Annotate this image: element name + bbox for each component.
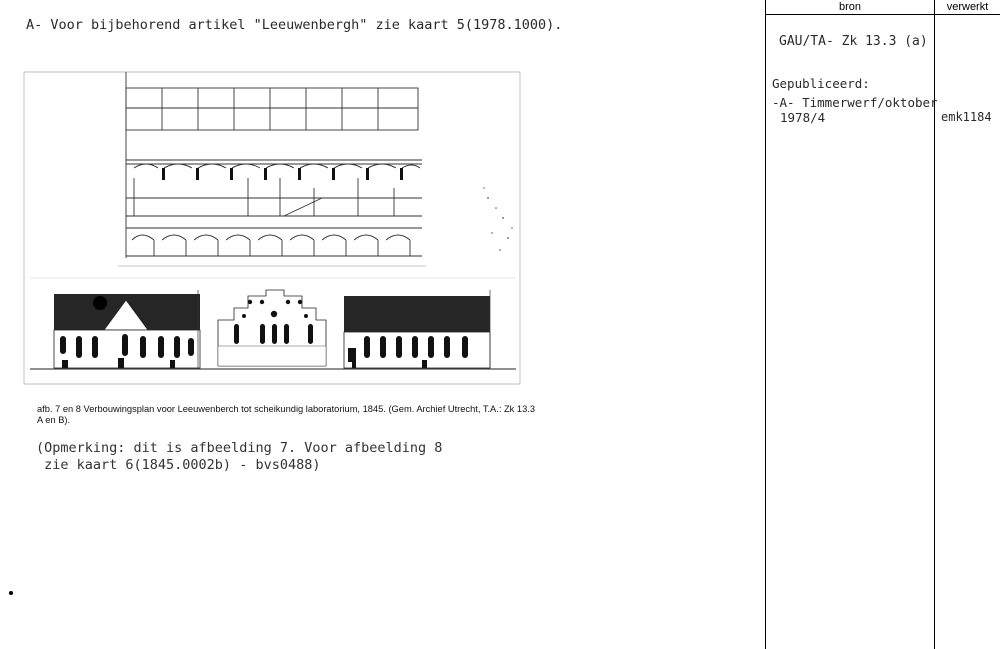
column-header-bron: bron bbox=[838, 1, 862, 13]
remark-line-2: zie kaart 6(1845.0002b) - bvs0488) bbox=[36, 457, 321, 473]
architectural-plan-drawing bbox=[22, 68, 524, 390]
column-divider-left bbox=[765, 0, 766, 649]
scan-specks bbox=[483, 187, 512, 251]
column-header-verwerkt: verwerkt bbox=[946, 1, 989, 13]
figure-caption: afb. 7 en 8 Verbouwingsplan voor Leeuwenberch tot scheikundig laboratorium, 1845. (Gem. Archief Utrecht, T.A.: Zk 13.3 A en B). bbox=[37, 404, 536, 425]
header-rule bbox=[765, 14, 1000, 15]
bron-published-year: 1978/4 bbox=[780, 110, 826, 125]
remark-note bbox=[36, 440, 442, 474]
bron-published-label: Gepubliceerd: bbox=[772, 76, 870, 91]
bron-published-ref: -A- Timmerwerf/oktober bbox=[772, 95, 938, 110]
verwerkt-code: emk1184 bbox=[941, 110, 992, 124]
margin-dot bbox=[9, 591, 13, 595]
middle-elevation bbox=[218, 290, 326, 366]
remark-line-1: (Opmerking: dit is afbeelding 7. Voor afbeelding 8 bbox=[36, 440, 443, 456]
right-elevation bbox=[344, 290, 490, 368]
left-elevation bbox=[54, 290, 200, 368]
bron-source: GAU/TA- Zk 13.3 (a) bbox=[779, 34, 928, 49]
floor-plan-pillars bbox=[162, 168, 403, 180]
reference-line: A- Voor bijbehorend artikel "Leeuwenbergh" zie kaart 5(1978.1000). bbox=[26, 17, 563, 33]
